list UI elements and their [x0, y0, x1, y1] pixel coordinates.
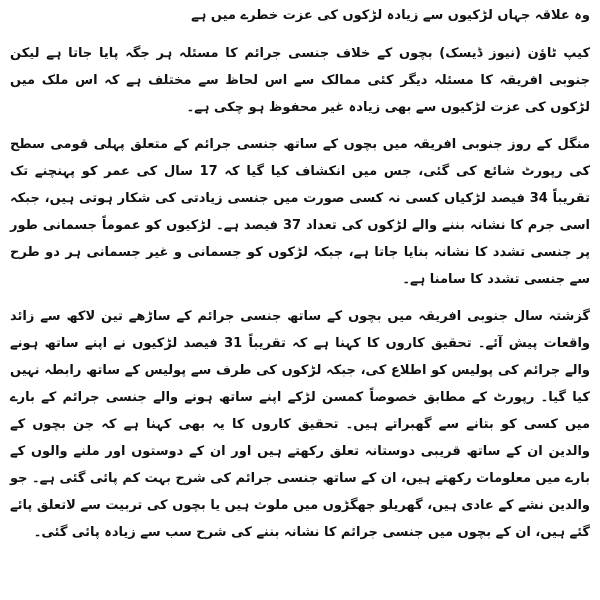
article-paragraph-1: کیپ ٹاؤن (نیوز ڈیسک) بچوں کے خلاف جنسی جرائم کا مسئلہ ہر جگہ پایا جاتا ہے لیکن جنوبی افریقہ کا مسئلہ دیگر کئی ممالک سے اس لحاظ سے مختلف ہے کہ اس ملک میں لڑکوں کی عزت لڑکیوں سے بھی زیادہ غیر محفوظ ہو چکی ہے۔: [10, 46, 590, 115]
article-paragraph-3: گزشتہ سال جنوبی افریقہ میں بچوں کے ساتھ جنسی جرائم کے ساڑھے تین لاکھ سے زائد واقعات پیش آئے۔ تحقیق کاروں کا کہنا ہے کہ تقریباً 31 فیصد لڑکیوں نے اپنے ساتھ ہونے والے جرائم کی پولیس کو اطلاع کی، جبکہ لڑکوں کی طرف سے پولیس کے ساتھ رابطہ نہیں کیا گیا۔ رپورٹ کے مطابق خصوصاً کمسن لڑکے اپنے ساتھ ہونے والے جنسی جرائم کے بارے میں کسی کو بتانے سے گھبراتے ہیں۔ تحقیق کاروں کا یہ بھی کہنا ہے کہ جن بچوں کے والدین ان کے ساتھ قریبی دوستانہ تعلق رکھتے ہیں اور ان کے دوستوں اور ملنے والوں کے بارے میں معلومات رکھتے ہیں، ان کے ساتھ جنسی جرائم کی شرح بہت کم پائی گئی ہے۔ جو والدین نشے کے عادی ہیں، گھریلو جھگڑوں میں ملوث ہیں یا بچوں کی تربیت سے لاتعلق پائے گئے ہیں، ان کے بچوں میں جنسی جرائم کا نشانہ بننے کی شرح سب سے زیادہ پائی گئی۔: [10, 309, 591, 540]
article-paragraph-2: منگل کے روز جنوبی افریقہ میں بچوں کے ساتھ جنسی جرائم کے متعلق پہلی قومی سطح کی رپورٹ شائع کی گئی، جس میں انکشاف کیا گیا کہ 17 سال کی عمر کو پہنچنے تک تقریباً 34 فیصد لڑکیاں کسی نہ کسی صورت میں جنسی زیادتی کی شکار ہوتی ہیں، جبکہ اسی جرم کا نشانہ بننے والے لڑکوں کی تعداد 37 فیصد ہے۔ لڑکیوں کو عموماً جسمانی طور پر جنسی تشدد کا نشانہ بنایا جاتا ہے، جبکہ لڑکوں کو جسمانی و غیر جسمانی ہر دو طرح سے جنسی تشدد کا سامنا ہے۔: [10, 137, 591, 287]
article-headline: وہ علاقہ جہاں لڑکیوں سے زیادہ لڑکوں کی عزت خطرے میں ہے: [191, 8, 590, 23]
